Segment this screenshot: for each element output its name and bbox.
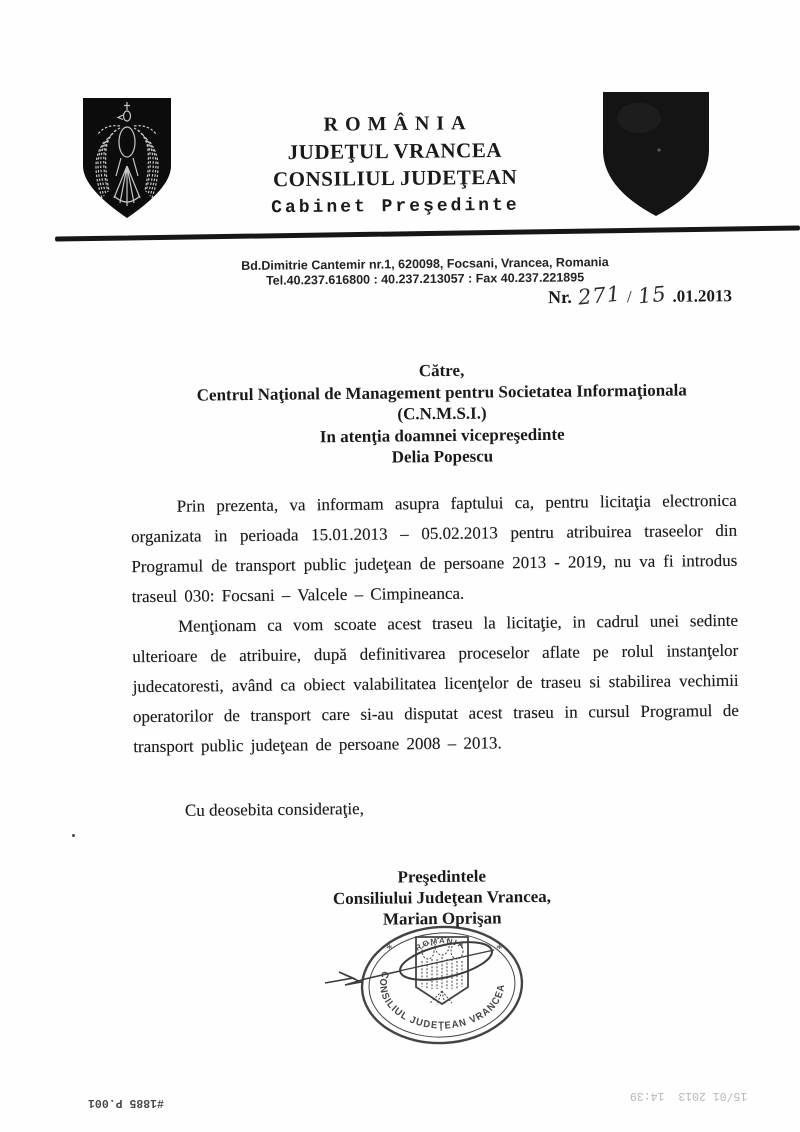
handwritten-signature (325, 935, 495, 987)
stamp-star-left: * (386, 941, 393, 956)
signature-organization: Consiliului Judeţean Vrancea, (332, 886, 552, 909)
recipient-person: Delia Popescu (391, 446, 494, 467)
closing-line: Cu deosebita consideraţie, (184, 799, 365, 820)
scan-speck (657, 148, 660, 151)
reference-separator: / (626, 287, 632, 307)
fax-footer-right: 15/01 2013 14:39 (630, 1089, 748, 1102)
official-stamp-icon (300, 895, 590, 1075)
letterhead-office: Cabinet Preşedinte (271, 195, 520, 219)
reference-day-handwritten: 15 (636, 281, 668, 309)
letterhead-country: ROMÂNIA (323, 112, 473, 136)
address-line-1: Bd.Dimitrie Cantemir nr.1, 620098, Focsani, Vrancea, Romania (241, 255, 609, 273)
signature-name: Marian Oprişan (382, 908, 502, 929)
header-divider (55, 225, 800, 241)
reference-number-handwritten: 271 (576, 281, 623, 310)
recipient-attention: In atenţia doamnei vicepreşedinte (319, 424, 565, 446)
shield-shading (617, 103, 661, 133)
recipient-abbreviation: (C.N.M.S.I.) (397, 403, 487, 424)
romania-coat-of-arms-icon (76, 92, 178, 224)
stamp-top-text: ROMANIA (413, 936, 467, 953)
county-shield-icon (597, 86, 715, 222)
fax-footer-left: #1885 P.001 (88, 1096, 164, 1109)
signature-title: Preşedintele (397, 866, 487, 887)
body-paragraph-2: Menţionam ca vom scoate acest traseu la licitaţie, in cadrul unei sedinte ulterioare de atribuire, după definitivarea proceselor aflate pe rolul instanţelor judecatoresti, având ca obiect valabilitatea licenţelor de traseu si stabilirea vechimii operatorilor de transport care si-au disputat acest traseu in cursul Programul de transport public judeţean de persoane 2008 – 2013. (132, 610, 740, 757)
reference-number-line (548, 282, 758, 308)
address-line-2: Tel.40.237.616800 : 40.237.213057 : Fax 40.237.221895 (265, 269, 585, 288)
scan-speck (72, 834, 75, 837)
stamp-ring-text: CONSILIUL JUDEŢEAN VRANCEA (376, 969, 508, 1032)
letter-body (131, 486, 740, 762)
recipient-salutation: Către, (418, 360, 465, 381)
recipient-block (61, 356, 800, 471)
reference-label: Nr. (547, 286, 572, 308)
body-paragraph-1: Prin prezenta, va informam asupra faptului ca, pentru licitaţia electronica organizata in perioada 15.01.2013 – 05.02.2013 pentru atribuirea traseelor din Programul de transport public judeţean de persoane 2013 - 2019, nu va fi introdus traseul 030: Focsani – Valcele – Cimpineanca. (130, 490, 738, 607)
stamp-star-right: * (496, 941, 503, 956)
recipient-organization: Centrul Naţional de Management pentru Societatea Informaţionala (196, 379, 687, 405)
reference-date-printed: .01.2013 (672, 286, 733, 306)
letterhead (239, 108, 550, 223)
letterhead-county: JUDEŢUL VRANCEA (287, 137, 503, 165)
letterhead-council: CONSILIUL JUDEŢEAN (272, 164, 518, 192)
